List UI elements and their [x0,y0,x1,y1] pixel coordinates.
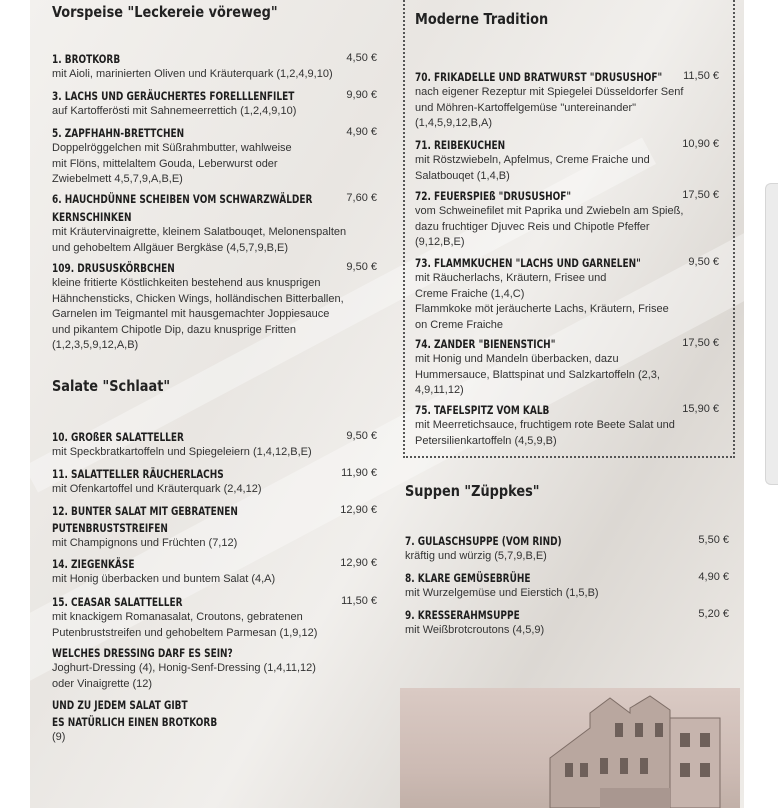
item-price: 4,50 € [346,52,377,64]
item-title: 70. FRIKADELLE UND BRATWURST "DRUSUSHOF" [415,70,663,84]
item-desc: und Möhren-Kartoffelgemüse "untereinander" [415,101,637,114]
item-title: 73. FLAMMKUCHEN "LACHS UND GARNELEN" [415,256,641,270]
item-desc: mit Speckbratkartoffeln und Spiegeleiern (1,4,12,B,E) [52,446,312,458]
item-title: 71. REIBEKUCHEN [415,138,506,152]
item-desc: mit Wurzelgemüse und Eierstich (1,5,B) [405,587,599,599]
item-price: 5,50 € [698,534,729,546]
item-price: 5,20 € [698,608,729,620]
item-price: 17,50 € [682,337,719,349]
salate-heading: Salate "Schlaat" [52,377,171,395]
menu-item-70 [415,70,719,132]
item-desc: Flammkoke möt jeräucherte Lachs, Kräutern, Frisee [415,303,669,315]
menu-item-5 [52,126,377,188]
item-desc: mit Champignons und Früchten (7,12) [52,537,238,549]
item-desc: mit Weißbrotcroutons (4,5,9) [405,624,545,636]
item-title: 109. DRUSUSKÖRBCHEN [52,261,175,275]
item-title: 5. ZAPFHAHN-BRETTCHEN [52,126,185,140]
menu-item-109 [52,261,377,354]
building-photo [400,688,740,808]
item-price: 15,90 € [682,403,719,415]
item-price: 4,90 € [346,126,377,138]
item-title-cont: ES NATÜRLICH EINEN BROTKORB [52,715,218,729]
item-desc: Joghurt-Dressing (4), Honig-Senf-Dressing (1,4,11,12) [52,662,316,674]
menu-item-6 [52,192,377,256]
item-desc: Salatbouqet (1,4,B) [415,169,510,182]
menu-item-15 [52,595,377,641]
menu-item-10 [52,430,377,461]
item-price: 11,50 € [341,595,377,607]
item-desc: Garnelen im Teigmantel mit hausgemachter Joppiesauce [52,308,330,320]
item-title-cont: KERNSCHINKEN [52,210,132,224]
item-title: 11. SALATTELLER RÄUCHERLACHS [52,467,224,481]
menu-item-74 [415,337,719,399]
item-desc: Hähnchensticks, Chicken Wings, holländischen Bitterballen, [52,292,344,305]
item-desc: 4,9,11,12) [415,384,464,396]
item-desc: (9) [52,731,66,743]
item-desc: mit knackigem Romanasalat, Croutons, gebratenen [52,611,303,623]
item-desc: mit Kräutervinaigrette, kleinem Salatbouqet, Melonenspalten [52,226,347,238]
building-illustration [400,688,740,808]
scroll-handle[interactable] [765,183,778,485]
menu-item-12 [52,504,377,552]
item-desc: auf Kartofferösti mit Sahnemeerrettich (1,2,4,9,10) [52,105,297,117]
item-price: 17,50 € [682,189,719,201]
menu-item-71 [415,138,719,184]
item-price: 9,50 € [688,256,719,268]
item-desc: (9,12,B,E) [415,236,465,248]
item-title: 1. BROTKORB [52,52,121,66]
menu-item-3 [52,89,377,120]
menu-item-9 [405,608,729,639]
item-title: 10. GROßER SALATTELLER [52,430,184,444]
item-title: 7. GULASCHSUPPE (VOM RIND) [405,534,562,548]
item-desc: kräftig und würzig (5,7,9,B,E) [405,550,547,562]
item-price: 4,90 € [698,571,729,583]
item-desc: mit Flöns, mittelaltem Gouda, Leberwurst oder [52,157,278,170]
item-price: 9,50 € [346,430,377,442]
item-desc: mit Ofenkartoffel und Kräuterquark (2,4,12) [52,483,262,495]
item-title: 14. ZIEGENKÄSE [52,557,135,571]
menu-item-11 [52,467,377,498]
item-desc: Creme Fraiche (1,4,C) [415,287,525,300]
item-price: 9,90 € [346,89,377,101]
item-desc: Zwiebelmett 4,5,7,9,A,B,E) [52,173,183,185]
item-title: 75. TAFELSPITZ VOM KALB [415,403,550,417]
item-title-cont: PUTENBRUSTSTREIFEN [52,521,168,535]
tradition-heading: Moderne Tradition [415,10,549,28]
item-desc: und gehobeltem Allgäuer Bergkäse (4,5,7,9,B,E) [52,241,289,254]
item-price: 12,90 € [340,557,377,569]
item-desc: Petersilienkartoffeln (4,5,9,B) [415,434,557,447]
item-title: WELCHES DRESSING DARF ES SEIN? [52,646,233,660]
item-desc: Doppelröggelchen mit Süßrahmbutter, wahlweise [52,142,292,154]
item-title: 15. CEASAR SALATTELLER [52,595,183,609]
menu-item-8 [405,571,729,602]
item-desc: mit Meerretichsauce, fruchtigem rote Beete Salat und [415,419,675,431]
menu-item-1 [52,52,377,83]
item-title: 74. ZANDER "BIENENSTICH" [415,337,556,351]
vorspeise-heading: Vorspeise "Leckereie vöreweg" [52,3,278,21]
item-title: UND ZU JEDEM SALAT GIBT [52,698,188,712]
item-price: 11,90 € [341,467,377,479]
item-desc: mit Aioli, marinierten Oliven und Kräuterquark (1,2,4,9,10) [52,68,333,80]
item-price: 12,90 € [340,504,377,516]
menu-item-14 [52,557,377,588]
item-price: 7,60 € [346,192,377,204]
item-desc: nach eigener Rezeptur mit Spiegelei Düsseldorfer Senf [415,86,684,98]
item-title: 6. HAUCHDÜNNE SCHEIBEN VOM SCHWARZWÄLDER [52,192,313,206]
item-title: 72. FEUERSPIEß "DRUSUSHOF" [415,189,572,203]
item-title: 12. BUNTER SALAT MIT GEBRATENEN [52,504,238,518]
dressing-note [52,646,377,692]
menu-item-7 [405,534,729,565]
item-desc: oder Vinaigrette (12) [52,677,153,690]
menu-item-73 [415,256,719,333]
item-desc: mit Röstzwiebeln, Apfelmus, Creme Fraiche und [415,154,650,166]
item-title: 3. LACHS UND GERÄUCHERTES FORELLLENFILET [52,89,295,103]
item-desc: on Creme Fraiche [415,318,504,331]
brotkorb-note [52,698,377,746]
menu-item-75 [415,403,719,449]
item-desc: Hummersauce, Blattspinat und Salzkartoffeln (2,3, [415,368,660,381]
item-desc: mit Räucherlachs, Kräutern, Frisee und [415,272,607,284]
item-title: 9. KRESSERAHMSUPPE [405,608,520,622]
item-desc: vom Schweinefilet mit Paprika und Zwiebeln am Spieß, [415,205,684,217]
item-price: 10,90 € [682,138,719,150]
item-desc: (1,4,5,9,12,B,A) [415,117,493,129]
item-title: 8. KLARE GEMÜSEBRÜHE [405,571,531,585]
item-desc: kleine fritierte Köstlichkeiten bestehend aus knusprigen [52,277,321,289]
item-desc: mit Honig überbacken und buntem Salat (4,A) [52,573,276,585]
item-price: 11,50 € [683,70,719,82]
item-desc: (1,2,3,5,9,12,A,B) [52,339,139,351]
suppen-heading: Suppen "Züppkes" [405,482,540,500]
item-desc: und pikantem Chipotle Dip, dazu knusprige Fritten [52,323,296,336]
item-desc: Putenbruststreifen und gehobeltem Parmesan (1,9,12) [52,626,318,639]
item-desc: dazu fruchtiger Djuvec Reis und Chipotle Pfeffer [415,220,650,233]
menu-item-72 [415,189,719,251]
item-desc: mit Honig und Mandeln überbacken, dazu [415,353,619,365]
item-price: 9,50 € [346,261,377,273]
